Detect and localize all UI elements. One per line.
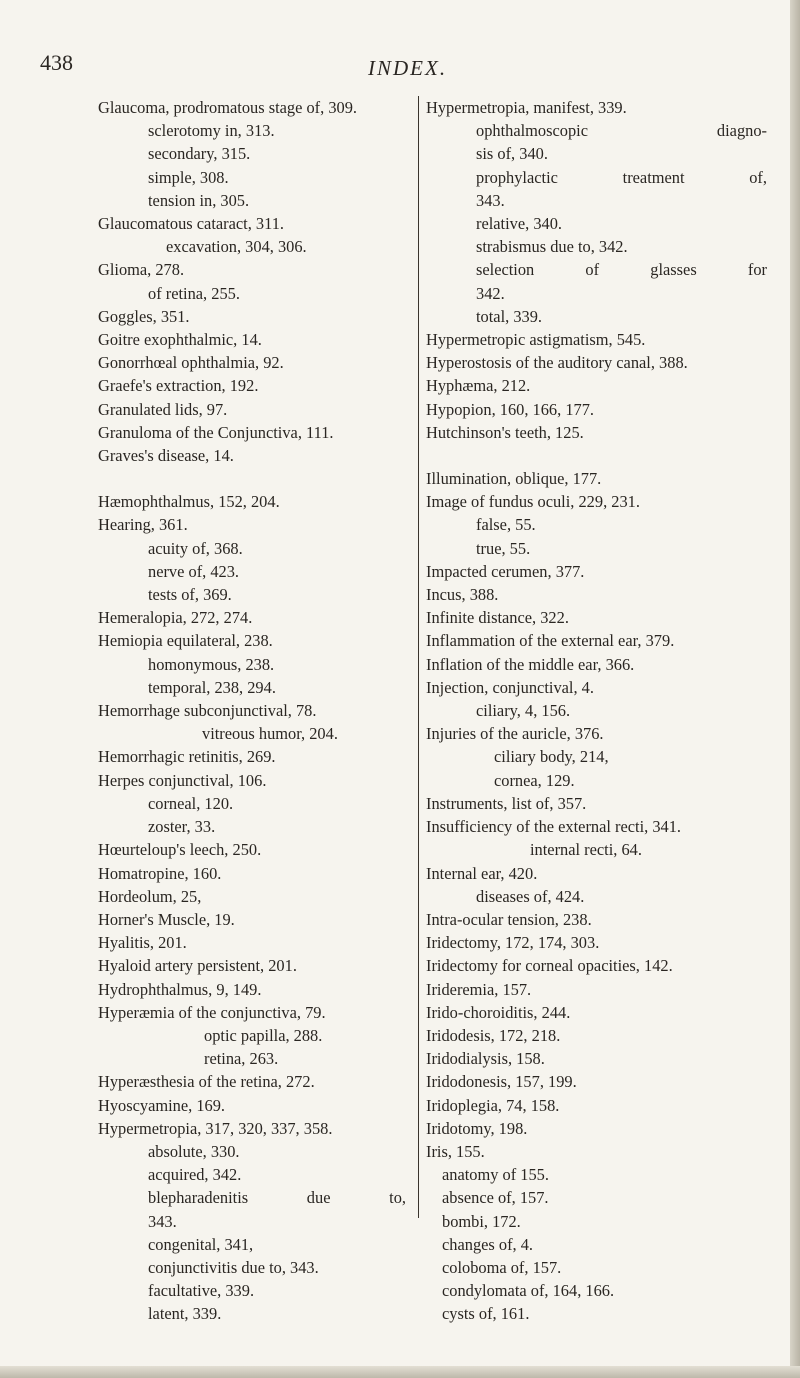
index-subentry: cysts of, 161. xyxy=(442,1304,530,1324)
index-entry: Herpes conjunctival, 106. xyxy=(98,770,267,790)
index-subentry: conjunctivitis due to, 343. xyxy=(148,1257,319,1277)
index-entry: Hemeralopia, 272, 274. xyxy=(98,608,253,628)
index-column-left xyxy=(98,96,410,1326)
index-subentry: optic papilla, 288. xyxy=(204,1025,323,1045)
index-subentry: relative, 340. xyxy=(476,214,563,234)
page-number: 438 xyxy=(40,50,73,75)
column-divider xyxy=(418,96,419,1218)
index-subentry: corneal, 120. xyxy=(148,793,234,813)
index-subentry: tension in, 305. xyxy=(148,190,250,210)
index-entry: Hyperæmia of the conjunctiva, 79. xyxy=(98,1002,326,1022)
index-entry: Internal ear, 420. xyxy=(426,863,538,883)
index-entry: Hœurteloup's leech, 250. xyxy=(98,840,262,860)
index-entry: Gonorrhœal ophthalmia, 92. xyxy=(98,353,284,373)
index-entry: Intra-ocular tension, 238. xyxy=(426,909,592,929)
index-entry: Inflation of the middle ear, 366. xyxy=(426,654,635,674)
index-entry: Impacted cerumen, 377. xyxy=(426,561,585,581)
index-entry: Irido-choroiditis, 244. xyxy=(426,1002,571,1022)
index-entry: Granuloma of the Conjunctiva, 111. xyxy=(98,422,334,442)
index-subentry: selection of glasses for xyxy=(476,260,767,280)
index-entry: Injuries of the auricle, 376. xyxy=(426,724,604,744)
section-gap xyxy=(98,467,410,490)
index-subentry: vitreous humor, 204. xyxy=(202,724,338,744)
index-subentry: acuity of, 368. xyxy=(148,538,243,558)
index-subentry: absence of, 157. xyxy=(442,1188,549,1208)
index-subentry: sclerotomy in, 313. xyxy=(148,121,275,141)
index-entry: Glioma, 278. xyxy=(98,260,185,280)
index-entry: Glaucoma, prodromatous stage of, 309. xyxy=(98,98,358,117)
index-entry: Iridectomy, 172, 174, 303. xyxy=(426,933,600,953)
index-entry: Hemorrhage subconjunctival, 78. xyxy=(98,701,317,721)
index-subentry: false, 55. xyxy=(476,515,536,535)
index-subentry: changes of, 4. xyxy=(442,1234,534,1254)
index-entry: Irideremia, 157. xyxy=(426,979,532,999)
index-entry: Granulated lids, 97. xyxy=(98,399,228,419)
index-entry: Hyalitis, 201. xyxy=(98,933,187,953)
index-entry: Incus, 388. xyxy=(426,585,499,605)
index-subentry: sis of, 340. xyxy=(476,144,548,164)
index-entry: Hydrophthalmus, 9, 149. xyxy=(98,979,262,999)
index-entry: Infinite distance, 322. xyxy=(426,608,569,628)
index-entry: Hypopion, 160, 166, 177. xyxy=(426,399,595,419)
index-column-right xyxy=(426,96,771,1326)
index-entry: Hæmophthalmus, 152, 204. xyxy=(98,492,280,512)
index-entry: Goitre exophthalmic, 14. xyxy=(98,330,262,350)
index-entry: Image of fundus oculi, 229, 231. xyxy=(426,492,640,512)
index-entry: Iridoplegia, 74, 158. xyxy=(426,1095,560,1115)
index-entry: Homatropine, 160. xyxy=(98,863,222,883)
index-entry: Iridodonesis, 157, 199. xyxy=(426,1072,577,1092)
index-subentry: anatomy of 155. xyxy=(442,1165,549,1185)
index-subentry: ciliary, 4, 156. xyxy=(476,701,571,721)
index-entry: Illumination, oblique, 177. xyxy=(426,469,602,489)
index-subentry: ophthalmoscopic diagno- xyxy=(476,121,767,141)
index-subentry: 342. xyxy=(476,283,505,303)
index-subentry: facultative, 339. xyxy=(148,1281,255,1301)
index-entry: Hordeolum, 25, xyxy=(98,886,202,906)
index-subentry: retina, 263. xyxy=(204,1049,279,1069)
section-gap xyxy=(426,444,771,467)
index-entry: Graves's disease, 14. xyxy=(98,446,234,466)
index-entry: Hyaloid artery persistent, 201. xyxy=(98,956,297,976)
index-subentry: absolute, 330. xyxy=(148,1141,240,1161)
index-subentry: internal recti, 64. xyxy=(530,840,642,860)
index-subentry: congenital, 341, xyxy=(148,1234,254,1254)
index-subentry: 343. xyxy=(148,1211,177,1231)
index-subentry: bombi, 172. xyxy=(442,1211,521,1231)
index-subentry: latent, 339. xyxy=(148,1304,222,1324)
index-subentry: blepharadenitis due to, xyxy=(148,1188,406,1208)
index-entry: Hearing, 361. xyxy=(98,515,188,535)
index-subentry: total, 339. xyxy=(476,306,543,326)
index-subentry: diseases of, 424. xyxy=(476,886,585,906)
index-entry: Iridectomy for corneal opacities, 142. xyxy=(426,956,673,976)
index-subentry: acquired, 342. xyxy=(148,1165,242,1185)
index-entry: Iridotomy, 198. xyxy=(426,1118,528,1138)
index-subentry: cornea, 129. xyxy=(494,770,575,790)
index-entry: Hyoscyamine, 169. xyxy=(98,1095,226,1115)
index-subentry: coloboma of, 157. xyxy=(442,1257,562,1277)
page-edge-bottom xyxy=(0,1366,800,1378)
index-entry: Iridodesis, 172, 218. xyxy=(426,1025,561,1045)
index-entry: Instruments, list of, 357. xyxy=(426,793,587,813)
index-subentry: tests of, 369. xyxy=(148,585,232,605)
index-entry: Inflammation of the external ear, 379. xyxy=(426,631,675,651)
index-entry: Goggles, 351. xyxy=(98,306,190,326)
index-subentry: excavation, 304, 306. xyxy=(166,237,307,257)
running-head: INDEX. xyxy=(368,56,448,80)
index-entry: Hypermetropic astigmatism, 545. xyxy=(426,330,646,350)
index-subentry: homonymous, 238. xyxy=(148,654,275,674)
index-entry: Insufficiency of the external recti, 341. xyxy=(426,817,682,837)
index-entry: Graefe's extraction, 192. xyxy=(98,376,259,396)
index-entry: Hyphæma, 212. xyxy=(426,376,531,396)
index-entry: Injection, conjunctival, 4. xyxy=(426,677,594,697)
index-subentry: ciliary body, 214, xyxy=(494,747,609,767)
index-subentry: simple, 308. xyxy=(148,167,229,187)
index-subentry: zoster, 33. xyxy=(148,817,216,837)
index-entry: Hyperæsthesia of the retina, 272. xyxy=(98,1072,315,1092)
index-subentry: strabismus due to, 342. xyxy=(476,237,628,257)
index-subentry: condylomata of, 164, 166. xyxy=(442,1281,615,1301)
page-edge-right xyxy=(790,0,800,1378)
index-entry: Hemiopia equilateral, 238. xyxy=(98,631,273,651)
index-entry: Hypermetropia, manifest, 339. xyxy=(426,98,627,117)
index-entry: Iris, 155. xyxy=(426,1141,485,1161)
index-entry: Hemorrhagic retinitis, 269. xyxy=(98,747,276,767)
index-subentry: of retina, 255. xyxy=(148,283,240,303)
index-entry: Iridodialysis, 158. xyxy=(426,1049,545,1069)
index-subentry: secondary, 315. xyxy=(148,144,251,164)
index-entry: Horner's Muscle, 19. xyxy=(98,909,235,929)
index-entry: Hutchinson's teeth, 125. xyxy=(426,422,584,442)
index-subentry: 343. xyxy=(476,190,505,210)
index-entry: Hyperostosis of the auditory canal, 388. xyxy=(426,353,688,373)
index-subentry: prophylactic treatment of, xyxy=(476,167,767,187)
index-subentry: true, 55. xyxy=(476,538,531,558)
index-entry: Hypermetropia, 317, 320, 337, 358. xyxy=(98,1118,333,1138)
index-subentry: nerve of, 423. xyxy=(148,561,240,581)
index-subentry: temporal, 238, 294. xyxy=(148,677,276,697)
index-entry: Glaucomatous cataract, 311. xyxy=(98,214,284,234)
